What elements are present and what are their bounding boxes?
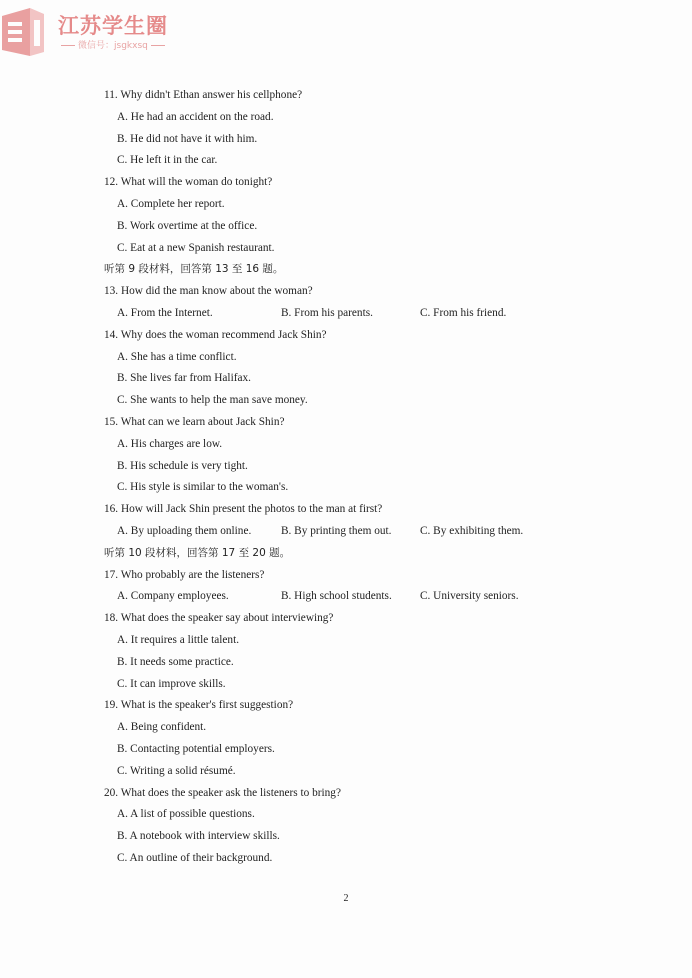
answer-option: B. A notebook with interview skills.	[117, 830, 280, 842]
left-rule	[61, 45, 75, 46]
answer-option: B. He did not have it with him.	[117, 133, 258, 145]
brand-wechat-id	[58, 38, 168, 51]
answer-option: B. Work overtime at the office.	[117, 220, 258, 232]
question-text: 13. How did the man know about the woman?	[104, 285, 313, 297]
answer-option: A. Being confident.	[117, 721, 207, 733]
answer-option: B. She lives far from Halifax.	[117, 372, 251, 384]
answer-option: B. It needs some practice.	[117, 656, 234, 668]
question-text: 11. Why didn't Ethan answer his cellphone?	[104, 89, 303, 101]
brand-name: 江苏学生圈	[58, 14, 168, 38]
answer-option: A. He had an accident on the road.	[117, 111, 274, 123]
section-instruction: 听第 9 段材料，回答第 13 至 16 题。	[104, 263, 284, 275]
answer-option: A. Company employees.	[117, 590, 229, 602]
answer-option: C. Eat at a new Spanish restaurant.	[117, 242, 275, 254]
answer-option: A. His charges are low.	[117, 438, 223, 450]
answer-option: C. By exhibiting them.	[420, 525, 524, 537]
answer-option: A. She has a time conflict.	[117, 351, 237, 363]
answer-option: C. An outline of their background.	[117, 852, 273, 864]
question-text: 15. What can we learn about Jack Shin?	[104, 416, 285, 428]
answer-option: A. A list of possible questions.	[117, 808, 255, 820]
answer-option: A. By uploading them online.	[117, 525, 252, 537]
answer-option: A. Complete her report.	[117, 198, 225, 210]
answer-option: B. High school students.	[281, 590, 392, 602]
answer-option: B. By printing them out.	[281, 525, 392, 537]
question-text: 14. Why does the woman recommend Jack Shin?	[104, 329, 327, 341]
question-text: 17. Who probably are the listeners?	[104, 569, 265, 581]
wechat-label: 微信号：jsgkxsq	[78, 41, 148, 51]
question-text: 19. What is the speaker's first suggestion?	[104, 699, 294, 711]
answer-option: B. From his parents.	[281, 307, 373, 319]
question-text: 12. What will the woman do tonight?	[104, 176, 273, 188]
brand-logo-icon	[0, 6, 46, 58]
answer-option: C. He left it in the car.	[117, 154, 218, 166]
answer-option: B. Contacting potential employers.	[117, 743, 275, 755]
answer-option: C. From his friend.	[420, 307, 507, 319]
question-text: 16. How will Jack Shin present the photos to the man at first?	[104, 503, 383, 515]
answer-option: A. It requires a little talent.	[117, 634, 240, 646]
right-rule	[151, 45, 165, 46]
section-instruction: 听第 10 段材料，回答第 17 至 20 题。	[104, 547, 291, 559]
answer-option: A. From the Internet.	[117, 307, 213, 319]
answer-option: B. His schedule is very tight.	[117, 460, 248, 472]
answer-option: C. It can improve skills.	[117, 678, 226, 690]
answer-option: C. His style is similar to the woman's.	[117, 481, 289, 493]
answer-option: C. She wants to help the man save money.	[117, 394, 308, 406]
question-text: 20. What does the speaker ask the listeners to bring?	[104, 787, 341, 799]
page-number: 2	[343, 893, 349, 904]
answer-option: C. Writing a solid résumé.	[117, 765, 236, 777]
question-text: 18. What does the speaker say about interviewing?	[104, 612, 334, 624]
answer-option: C. University seniors.	[420, 590, 519, 602]
